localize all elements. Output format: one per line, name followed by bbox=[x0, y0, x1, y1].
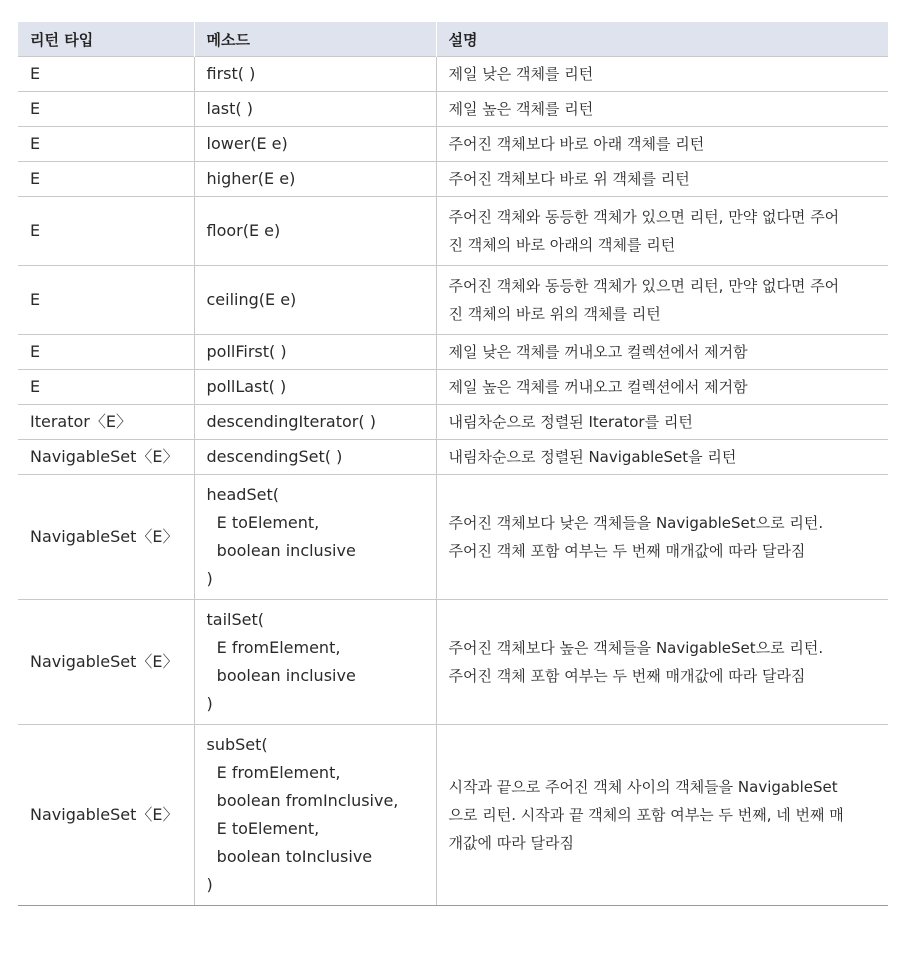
cell-method bbox=[194, 266, 436, 335]
description-line: 제일 낮은 객체를 꺼내오고 컬렉션에서 제거함 bbox=[448, 343, 748, 361]
description-line: 진 객체의 바로 아래의 객체를 리턴 bbox=[448, 236, 676, 254]
table-body bbox=[18, 57, 888, 906]
cell-description bbox=[436, 162, 888, 197]
table-row bbox=[18, 440, 888, 475]
description-line: 으로 리턴. 시작과 끝 객체의 포함 여부는 두 번째, 네 번째 매 bbox=[448, 806, 844, 824]
table-row bbox=[18, 197, 888, 266]
method-line: E fromElement, bbox=[206, 763, 341, 782]
table-row bbox=[18, 162, 888, 197]
cell-method bbox=[194, 440, 436, 475]
description-line: 시작과 끝으로 주어진 객체 사이의 객체들을 NavigableSet bbox=[448, 778, 838, 796]
description-line: 진 객체의 바로 위의 객체를 리턴 bbox=[448, 305, 661, 323]
cell-method bbox=[194, 405, 436, 440]
navigableset-method-table bbox=[18, 22, 888, 906]
method-line: lower(E e) bbox=[206, 134, 288, 153]
cell-method bbox=[194, 57, 436, 92]
cell-return-type: Iterator〈E〉 bbox=[18, 405, 194, 440]
cell-method bbox=[194, 197, 436, 266]
cell-return-type: E bbox=[18, 335, 194, 370]
description-line: 개값에 따라 달라짐 bbox=[448, 834, 574, 852]
method-line: subSet( bbox=[206, 735, 268, 754]
method-line: ) bbox=[206, 569, 213, 588]
cell-method bbox=[194, 725, 436, 906]
description-line: 주어진 객체보다 바로 위 객체를 리턴 bbox=[448, 170, 690, 188]
method-line: descendingSet( ) bbox=[206, 447, 343, 466]
cell-return-type: NavigableSet〈E〉 bbox=[18, 440, 194, 475]
method-line: first( ) bbox=[206, 64, 256, 83]
cell-method bbox=[194, 475, 436, 600]
description-line: 주어진 객체 포함 여부는 두 번째 매개값에 따라 달라짐 bbox=[448, 667, 806, 685]
cell-method bbox=[194, 335, 436, 370]
cell-description bbox=[436, 197, 888, 266]
cell-method bbox=[194, 600, 436, 725]
description-line: 주어진 객체보다 낮은 객체들을 NavigableSet으로 리턴. bbox=[448, 514, 824, 532]
method-line: boolean fromInclusive, bbox=[206, 791, 399, 810]
cell-description bbox=[436, 600, 888, 725]
method-line: ) bbox=[206, 875, 213, 894]
cell-description bbox=[436, 92, 888, 127]
cell-return-type: E bbox=[18, 162, 194, 197]
table-row bbox=[18, 475, 888, 600]
cell-description bbox=[436, 405, 888, 440]
description-line: 주어진 객체보다 바로 아래 객체를 리턴 bbox=[448, 135, 705, 153]
method-line: last( ) bbox=[206, 99, 253, 118]
cell-return-type: E bbox=[18, 127, 194, 162]
description-line: 제일 높은 객체를 꺼내오고 컬렉션에서 제거함 bbox=[448, 378, 748, 396]
method-line: boolean inclusive bbox=[206, 666, 356, 685]
cell-return-type: NavigableSet〈E〉 bbox=[18, 725, 194, 906]
cell-method bbox=[194, 92, 436, 127]
method-line: pollLast( ) bbox=[206, 377, 287, 396]
method-line: E toElement, bbox=[206, 513, 320, 532]
cell-return-type: NavigableSet〈E〉 bbox=[18, 600, 194, 725]
table-row bbox=[18, 725, 888, 906]
cell-method bbox=[194, 127, 436, 162]
cell-return-type: E bbox=[18, 92, 194, 127]
method-line: headSet( bbox=[206, 485, 279, 504]
description-line: 주어진 객체보다 높은 객체들을 NavigableSet으로 리턴. bbox=[448, 639, 824, 657]
method-line: higher(E e) bbox=[206, 169, 296, 188]
header-return-type: 리턴 타입 bbox=[18, 22, 194, 57]
method-line: descendingIterator( ) bbox=[206, 412, 376, 431]
method-line: ) bbox=[206, 694, 213, 713]
table-row bbox=[18, 127, 888, 162]
table-header-row bbox=[18, 22, 888, 57]
description-line: 내림차순으로 정렬된 NavigableSet을 리턴 bbox=[448, 448, 737, 466]
method-line: pollFirst( ) bbox=[206, 342, 287, 361]
table-row bbox=[18, 405, 888, 440]
cell-method bbox=[194, 162, 436, 197]
cell-description bbox=[436, 266, 888, 335]
table-row bbox=[18, 335, 888, 370]
method-line: boolean toInclusive bbox=[206, 847, 373, 866]
cell-description bbox=[436, 725, 888, 906]
description-line: 주어진 객체와 동등한 객체가 있으면 리턴, 만약 없다면 주어 bbox=[448, 208, 840, 226]
table-row bbox=[18, 600, 888, 725]
cell-method bbox=[194, 370, 436, 405]
cell-description bbox=[436, 335, 888, 370]
cell-description bbox=[436, 370, 888, 405]
table-row bbox=[18, 266, 888, 335]
table-row bbox=[18, 92, 888, 127]
header-description: 설명 bbox=[436, 22, 888, 57]
method-line: boolean inclusive bbox=[206, 541, 356, 560]
method-line: floor(E e) bbox=[206, 221, 281, 240]
description-line: 내림차순으로 정렬된 Iterator를 리턴 bbox=[448, 413, 693, 431]
cell-description bbox=[436, 440, 888, 475]
cell-return-type: NavigableSet〈E〉 bbox=[18, 475, 194, 600]
cell-description bbox=[436, 57, 888, 92]
method-line: ceiling(E e) bbox=[206, 290, 297, 309]
cell-return-type: E bbox=[18, 370, 194, 405]
cell-description bbox=[436, 127, 888, 162]
method-line: E fromElement, bbox=[206, 638, 341, 657]
method-line: E toElement, bbox=[206, 819, 320, 838]
cell-return-type: E bbox=[18, 266, 194, 335]
table-row bbox=[18, 57, 888, 92]
cell-return-type: E bbox=[18, 57, 194, 92]
table-row bbox=[18, 370, 888, 405]
description-line: 주어진 객체와 동등한 객체가 있으면 리턴, 만약 없다면 주어 bbox=[448, 277, 840, 295]
description-line: 제일 높은 객체를 리턴 bbox=[448, 100, 594, 118]
method-table-container bbox=[18, 22, 888, 906]
description-line: 제일 낮은 객체를 리턴 bbox=[448, 65, 594, 83]
cell-description bbox=[436, 475, 888, 600]
header-method: 메소드 bbox=[194, 22, 436, 57]
method-line: tailSet( bbox=[206, 610, 264, 629]
cell-return-type: E bbox=[18, 197, 194, 266]
description-line: 주어진 객체 포함 여부는 두 번째 매개값에 따라 달라짐 bbox=[448, 542, 806, 560]
